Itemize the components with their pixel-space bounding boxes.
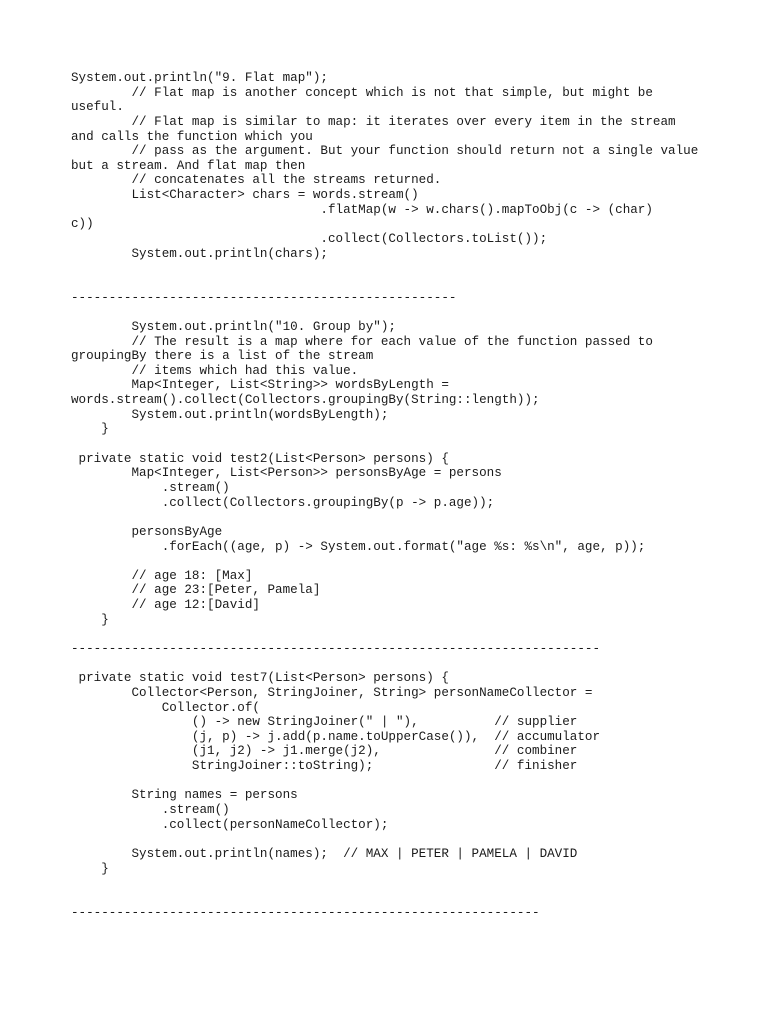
code-line: Map<Integer, List<String>> wordsByLength = — [71, 378, 449, 393]
code-line: Collector.of( — [71, 700, 260, 715]
document-page — [71, 71, 761, 920]
code-line — [71, 437, 761, 452]
code-line: personsByAge — [71, 524, 223, 539]
code-line — [71, 774, 761, 789]
code-line: StringJoiner::toString); // finisher — [71, 759, 578, 774]
code-line — [71, 554, 761, 569]
code-line: () -> new StringJoiner(" | "), // supplier — [71, 715, 578, 730]
code-line: System.out.println("10. Group by"); — [71, 319, 396, 334]
code-line: // age 23:[Peter, Pamela] — [71, 583, 321, 598]
code-line — [71, 261, 761, 276]
code-line: } — [71, 612, 109, 627]
code-line: Map<Integer, List<Person>> personsByAge = persons — [71, 466, 502, 481]
code-line: // items which had this value. — [71, 363, 359, 378]
code-line: System.out.println(chars); — [71, 246, 328, 261]
code-line: System.out.println(names); // MAX | PETER | PAMELA | DAVID — [71, 846, 578, 861]
code-line: c)) — [71, 217, 94, 232]
code-line: .forEach((age, p) -> System.out.format("age %s: %s\n", age, p)); — [71, 539, 646, 554]
code-line — [71, 891, 761, 906]
code-line: .collect(Collectors.toList()); — [71, 232, 548, 247]
code-line: .stream() — [71, 803, 230, 818]
code-line: } — [71, 422, 109, 437]
code-line: ---------------------------------------------------------------------- — [71, 641, 601, 656]
code-line: .collect(Collectors.groupingBy(p -> p.age)); — [71, 495, 495, 510]
code-line: Collector<Person, StringJoiner, String> personNameCollector = — [71, 685, 593, 700]
code-line: .flatMap(w -> w.chars().mapToObj(c -> (char) — [71, 202, 653, 217]
code-line: (j, p) -> j.add(p.name.toUpperCase()), // accumulator — [71, 729, 601, 744]
code-line: useful. — [71, 100, 124, 115]
code-line — [71, 510, 761, 525]
code-line: System.out.println(wordsByLength); — [71, 407, 389, 422]
code-line: private static void test2(List<Person> persons) { — [71, 451, 449, 466]
code-line: List<Character> chars = words.stream() — [71, 188, 419, 203]
code-line: private static void test7(List<Person> persons) { — [71, 671, 449, 686]
code-line — [71, 832, 761, 847]
code-line: --------------------------------------------------- — [71, 290, 457, 305]
code-line: // concatenates all the streams returned. — [71, 173, 442, 188]
code-line — [71, 627, 761, 642]
code-line — [71, 657, 761, 672]
code-line: but a stream. And flat map then — [71, 158, 306, 173]
code-line: // age 18: [Max] — [71, 568, 253, 583]
code-line: -------------------------------------------------------------- — [71, 905, 540, 920]
code-line: // age 12:[David] — [71, 598, 260, 613]
code-line: System.out.println("9. Flat map"); — [71, 71, 328, 85]
code-line — [71, 305, 761, 320]
code-line: } — [71, 861, 109, 876]
code-line: String names = persons — [71, 788, 298, 803]
code-line: // pass as the argument. But your function should return not a single value — [71, 144, 699, 159]
code-line: words.stream().collect(Collectors.groupingBy(String::length)); — [71, 393, 540, 408]
code-line: .collect(personNameCollector); — [71, 817, 389, 832]
code-line — [71, 276, 761, 291]
code-line: .stream() — [71, 480, 230, 495]
code-line: // Flat map is another concept which is not that simple, but might be — [71, 85, 653, 100]
code-line: // The result is a map where for each value of the function passed to — [71, 334, 653, 349]
code-line: (j1, j2) -> j1.merge(j2), // combiner — [71, 744, 578, 759]
code-line: and calls the function which you — [71, 129, 313, 144]
code-line — [71, 876, 761, 891]
code-line: groupingBy there is a list of the stream — [71, 349, 374, 364]
code-line: // Flat map is similar to map: it iterates over every item in the stream — [71, 114, 676, 129]
